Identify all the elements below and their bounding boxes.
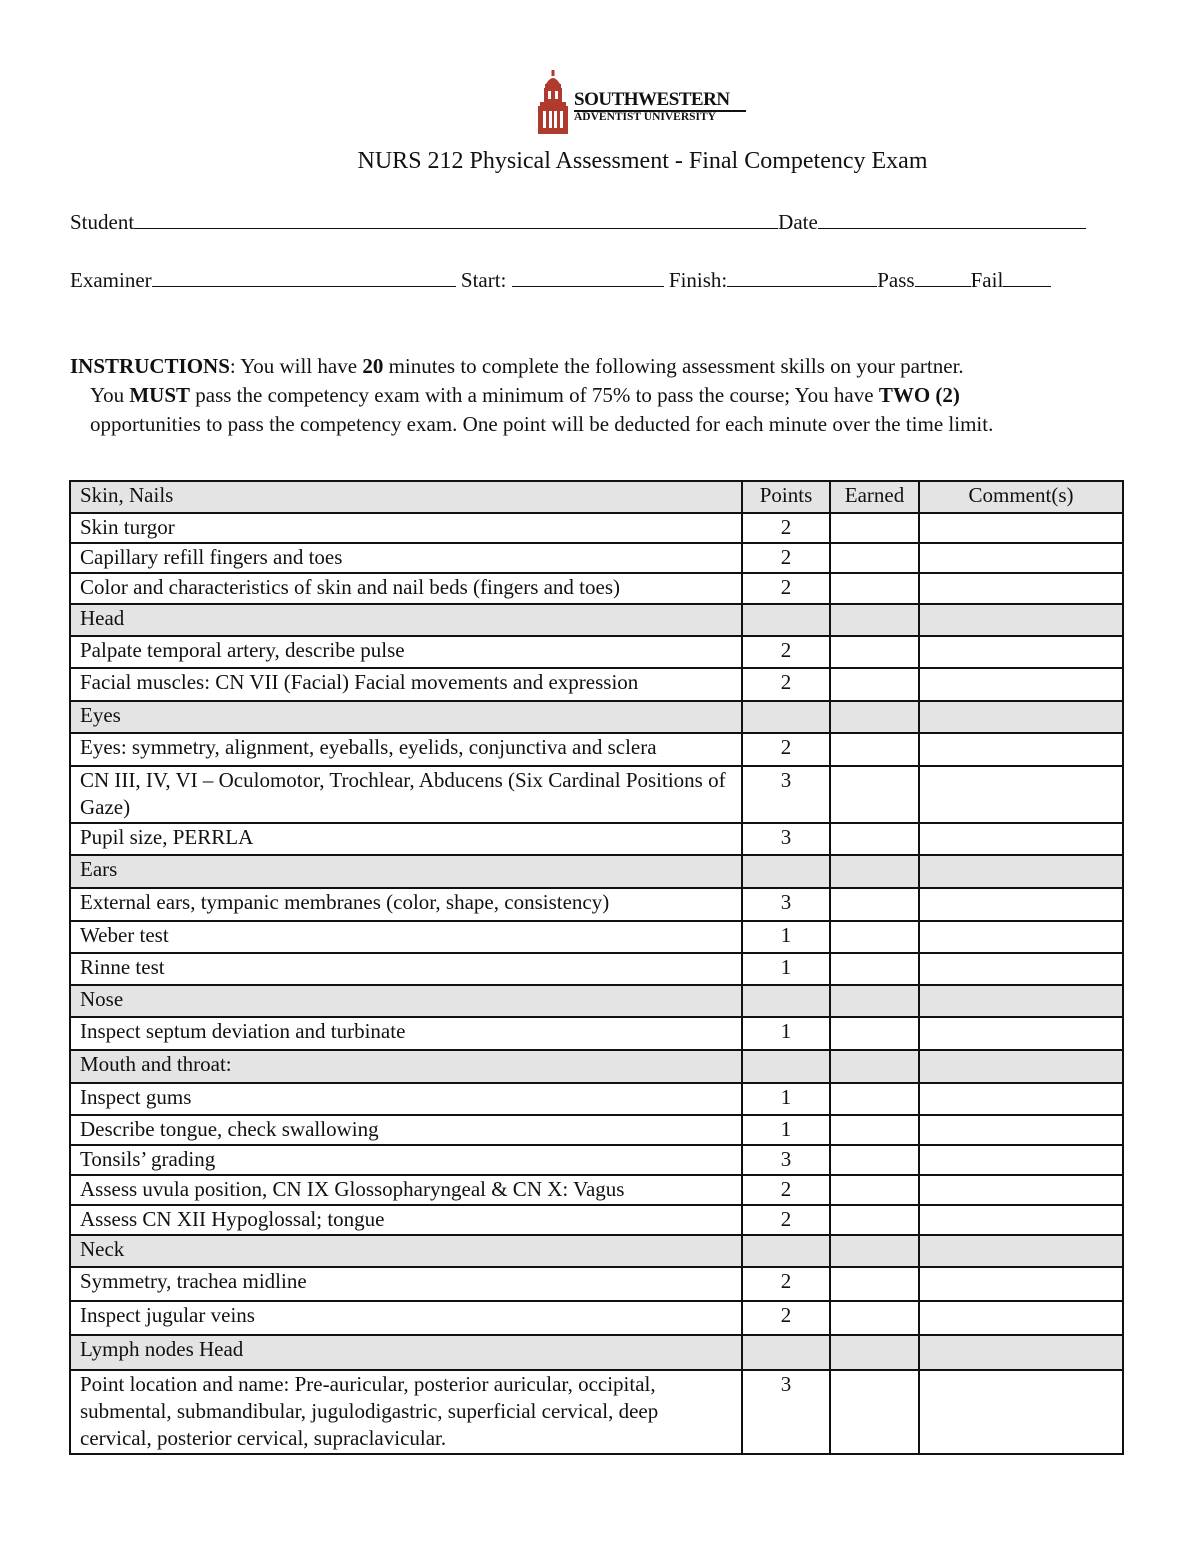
pass-label: Pass <box>877 268 915 292</box>
fail-field[interactable] <box>1003 268 1051 287</box>
comment-cell[interactable] <box>919 733 1123 766</box>
table-row <box>70 1267 1123 1301</box>
table-row <box>70 1017 1123 1050</box>
header-earned: Earned <box>830 481 919 513</box>
skill-label: Inspect septum deviation and turbinate <box>70 1017 742 1050</box>
skill-label: Symmetry, trachea midline <box>70 1267 742 1301</box>
table-row <box>70 668 1123 701</box>
earned-cell[interactable] <box>830 1145 919 1175</box>
comment-cell[interactable] <box>919 573 1123 604</box>
skill-label: Capillary refill fingers and toes <box>70 543 742 573</box>
earned-cell <box>830 1335 919 1370</box>
comment-cell <box>919 985 1123 1017</box>
skill-label: Pupil size, PERRLA <box>70 823 742 855</box>
comment-cell[interactable] <box>919 543 1123 573</box>
points-cell <box>742 701 830 733</box>
earned-cell <box>830 604 919 636</box>
section-label: Head <box>70 604 742 636</box>
earned-cell[interactable] <box>830 1083 919 1115</box>
skill-label: Point location and name: Pre-auricular, posterior auricular, occipital, submental, submandibular, jugulodigastric, superficial cervical, deep cervical, posterior cervical, supraclavicular. <box>70 1370 742 1454</box>
earned-cell <box>830 855 919 888</box>
comment-cell[interactable] <box>919 953 1123 985</box>
section-label: Mouth and throat: <box>70 1050 742 1083</box>
earned-cell[interactable] <box>830 543 919 573</box>
points-cell: 3 <box>742 1370 830 1454</box>
table-row <box>70 1370 1123 1454</box>
points-cell: 2 <box>742 1175 830 1205</box>
points-cell <box>742 1050 830 1083</box>
skill-label: Eyes: symmetry, alignment, eyeballs, eyelids, conjunctiva and sclera <box>70 733 742 766</box>
instructions-text-4: pass the competency exam with a minimum of 75% to pass the course; You have <box>190 383 879 407</box>
header-comments: Comment(s) <box>919 481 1123 513</box>
comment-cell[interactable] <box>919 1083 1123 1115</box>
earned-cell[interactable] <box>830 921 919 953</box>
student-field[interactable] <box>134 210 778 229</box>
section-label: Lymph nodes Head <box>70 1335 742 1370</box>
earned-cell <box>830 1050 919 1083</box>
section-row <box>70 701 1123 733</box>
points-cell: 2 <box>742 733 830 766</box>
earned-cell <box>830 1235 919 1267</box>
university-logo <box>536 70 748 134</box>
points-cell <box>742 604 830 636</box>
table-row <box>70 1175 1123 1205</box>
comment-cell <box>919 855 1123 888</box>
points-cell: 2 <box>742 636 830 668</box>
points-cell: 1 <box>742 1017 830 1050</box>
table-row <box>70 888 1123 921</box>
table-row <box>70 636 1123 668</box>
table-header-row <box>70 481 1123 513</box>
finish-field[interactable] <box>727 268 877 287</box>
skill-label: Rinne test <box>70 953 742 985</box>
skill-label: Weber test <box>70 921 742 953</box>
section-row <box>70 1050 1123 1083</box>
earned-cell[interactable] <box>830 1115 919 1145</box>
earned-cell[interactable] <box>830 888 919 921</box>
comment-cell[interactable] <box>919 1267 1123 1301</box>
comment-cell[interactable] <box>919 1017 1123 1050</box>
table-row <box>70 1115 1123 1145</box>
table-row <box>70 953 1123 985</box>
section-row <box>70 855 1123 888</box>
comment-cell[interactable] <box>919 1145 1123 1175</box>
comment-cell[interactable] <box>919 1115 1123 1145</box>
comment-cell[interactable] <box>919 513 1123 543</box>
comment-cell[interactable] <box>919 921 1123 953</box>
points-cell: 2 <box>742 668 830 701</box>
section-row <box>70 1335 1123 1370</box>
earned-cell[interactable] <box>830 1205 919 1235</box>
comment-cell[interactable] <box>919 668 1123 701</box>
skill-label: Describe tongue, check swallowing <box>70 1115 742 1145</box>
instructions-must: MUST <box>129 383 191 407</box>
skill-label: Assess CN XII Hypoglossal; tongue <box>70 1205 742 1235</box>
examiner-line <box>70 268 1051 293</box>
pass-field[interactable] <box>915 268 971 287</box>
start-label: Start: <box>460 268 507 292</box>
finish-label: Finish: <box>668 268 728 292</box>
earned-cell[interactable] <box>830 1175 919 1205</box>
points-cell: 2 <box>742 1267 830 1301</box>
section-label: Eyes <box>70 701 742 733</box>
points-cell: 1 <box>742 1083 830 1115</box>
header-section: Skin, Nails <box>70 481 742 513</box>
skill-label: External ears, tympanic membranes (color, shape, consistency) <box>70 888 742 921</box>
comment-cell[interactable] <box>919 1175 1123 1205</box>
header-points: Points <box>742 481 830 513</box>
comment-cell[interactable] <box>919 1205 1123 1235</box>
earned-cell[interactable] <box>830 766 919 823</box>
instructions-text-2: minutes to complete the following assessment skills on your partner. <box>383 354 964 378</box>
points-cell: 2 <box>742 543 830 573</box>
earned-cell[interactable] <box>830 733 919 766</box>
section-row <box>70 1235 1123 1267</box>
table-row <box>70 733 1123 766</box>
points-cell: 3 <box>742 888 830 921</box>
date-field[interactable] <box>818 210 1086 229</box>
fail-label: Fail <box>970 268 1004 292</box>
points-cell: 2 <box>742 1301 830 1335</box>
start-field[interactable] <box>512 268 664 287</box>
earned-cell[interactable] <box>830 1301 919 1335</box>
points-cell <box>742 855 830 888</box>
table-row <box>70 543 1123 573</box>
comment-cell[interactable] <box>919 636 1123 668</box>
earned-cell <box>830 985 919 1017</box>
tower-icon <box>536 70 570 134</box>
instructions-text-3: You <box>90 383 130 407</box>
skill-label: Palpate temporal artery, describe pulse <box>70 636 742 668</box>
earned-cell[interactable] <box>830 668 919 701</box>
earned-cell <box>830 701 919 733</box>
skill-label: Inspect gums <box>70 1083 742 1115</box>
points-cell <box>742 985 830 1017</box>
comment-cell <box>919 1050 1123 1083</box>
points-cell: 2 <box>742 513 830 543</box>
table-row <box>70 766 1123 823</box>
earned-cell[interactable] <box>830 573 919 604</box>
table-row <box>70 1301 1123 1335</box>
earned-cell[interactable] <box>830 1370 919 1454</box>
earned-cell[interactable] <box>830 636 919 668</box>
examiner-label: Examiner <box>70 268 152 292</box>
section-label: Nose <box>70 985 742 1017</box>
table-row <box>70 1205 1123 1235</box>
table-row <box>70 513 1123 543</box>
student-label: Student <box>70 210 135 234</box>
instructions-text-5: opportunities to pass the competency exam. One point will be deducted for each minute over the time limit. <box>90 412 994 436</box>
comment-cell <box>919 604 1123 636</box>
points-cell <box>742 1335 830 1370</box>
table-row <box>70 921 1123 953</box>
section-label: Neck <box>70 1235 742 1267</box>
comment-cell <box>919 701 1123 733</box>
instructions-minutes: 20 <box>362 354 384 378</box>
table-row <box>70 1083 1123 1115</box>
comment-cell <box>919 1235 1123 1267</box>
comment-cell <box>919 1335 1123 1370</box>
points-cell: 1 <box>742 921 830 953</box>
section-label: Ears <box>70 855 742 888</box>
skill-label: CN III, IV, VI – Oculomotor, Trochlear, Abducens (Six Cardinal Positions of Gaze) <box>70 766 742 823</box>
table-row <box>70 1145 1123 1175</box>
points-cell: 2 <box>742 573 830 604</box>
comment-cell[interactable] <box>919 1370 1123 1454</box>
points-cell: 3 <box>742 823 830 855</box>
section-row <box>70 604 1123 636</box>
points-cell: 2 <box>742 1205 830 1235</box>
points-cell: 1 <box>742 953 830 985</box>
earned-cell[interactable] <box>830 953 919 985</box>
earned-cell[interactable] <box>830 513 919 543</box>
points-cell <box>742 1235 830 1267</box>
comment-cell[interactable] <box>919 1301 1123 1335</box>
comment-cell[interactable] <box>919 888 1123 921</box>
date-label: Date <box>778 210 818 234</box>
points-cell: 1 <box>742 1115 830 1145</box>
page-title: NURS 212 Physical Assessment - Final Competency Exam <box>357 148 928 174</box>
logo-line-1: SOUTHWESTERN <box>574 89 730 110</box>
skill-label: Assess uvula position, CN IX Glossopharyngeal & CN X: Vagus <box>70 1175 742 1205</box>
assessment-table <box>69 480 1124 1455</box>
comment-cell[interactable] <box>919 766 1123 823</box>
examiner-field[interactable] <box>152 268 456 287</box>
skill-label: Facial muscles: CN VII (Facial) Facial movements and expression <box>70 668 742 701</box>
table-row <box>70 573 1123 604</box>
section-row <box>70 985 1123 1017</box>
instructions-text-1: : You will have <box>229 354 363 378</box>
earned-cell[interactable] <box>830 1267 919 1301</box>
points-cell: 3 <box>742 766 830 823</box>
earned-cell[interactable] <box>830 1017 919 1050</box>
points-cell: 3 <box>742 1145 830 1175</box>
instructions-label: INSTRUCTIONS <box>70 354 230 378</box>
student-date-line <box>70 210 1086 235</box>
earned-cell[interactable] <box>830 823 919 855</box>
instructions-two: TWO (2) <box>878 383 960 407</box>
logo-line-2: ADVENTIST UNIVERSITY <box>574 111 716 123</box>
skill-label: Inspect jugular veins <box>70 1301 742 1335</box>
table-row <box>70 823 1123 855</box>
skill-label: Color and characteristics of skin and nail beds (fingers and toes) <box>70 573 742 604</box>
skill-label: Skin turgor <box>70 513 742 543</box>
skill-label: Tonsils’ grading <box>70 1145 742 1175</box>
instructions <box>70 352 1130 439</box>
comment-cell[interactable] <box>919 823 1123 855</box>
